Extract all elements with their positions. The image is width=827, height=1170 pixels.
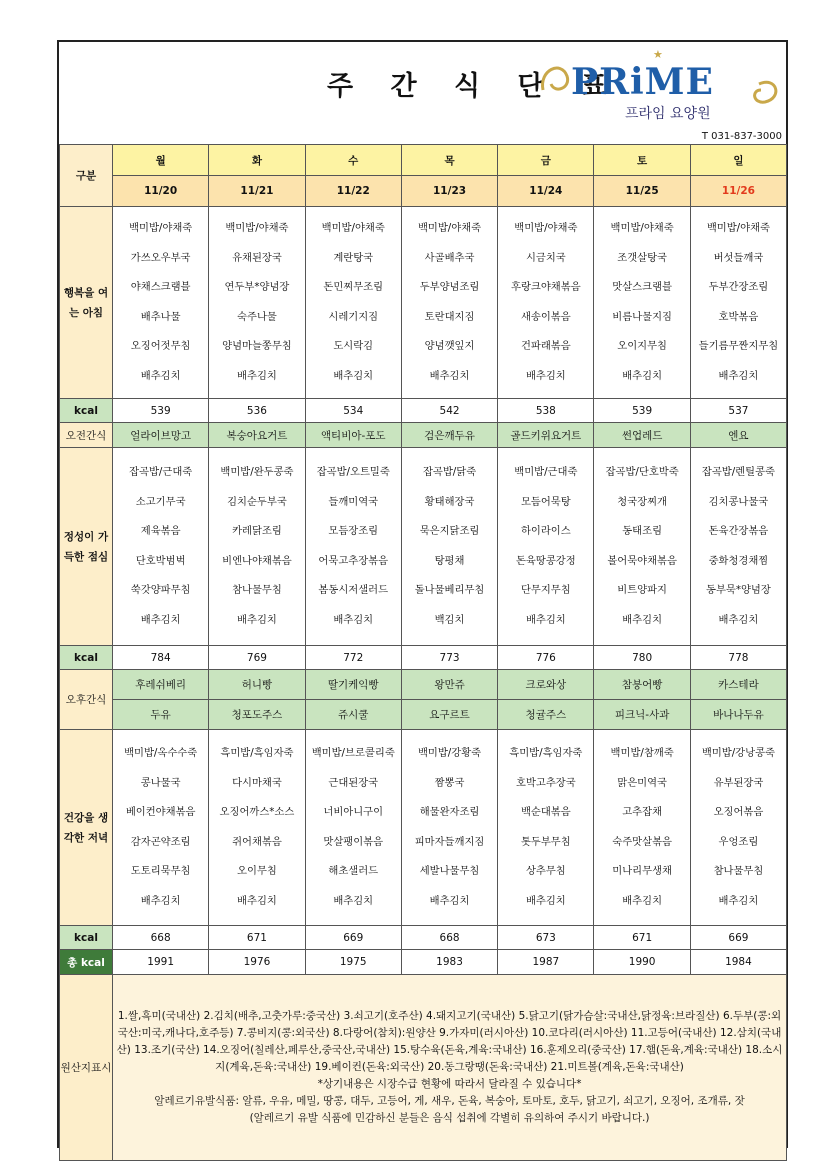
menu-item: 고추잡채: [622, 806, 663, 818]
menu-item: 유채된장국: [232, 251, 282, 264]
logo-text: PRiME: [571, 61, 714, 103]
menu-item: 숙주맛살볶음: [612, 835, 672, 848]
kcal-label: kcal: [60, 926, 113, 950]
pm-snack-item: 딸기케익빵: [305, 670, 401, 700]
menu-item: 너비아니구이: [323, 806, 384, 818]
menu-item: 미나리무생채: [612, 865, 672, 877]
menu-item: 모듬어묵탕: [520, 495, 571, 508]
lunch-label: 정성이 가득한 점심: [60, 448, 113, 646]
menu-item: 피마자들깨지짐: [414, 835, 485, 848]
menu-item: 묵은지닭조림: [419, 525, 480, 537]
kcal-value: 671: [594, 926, 690, 950]
breakfast-cell: [113, 207, 209, 399]
menu-item: 짬뽕국: [434, 776, 465, 789]
day-header: 월: [113, 145, 209, 176]
menu-item: 모듬장조림: [328, 525, 379, 537]
category-label: 구분: [60, 145, 113, 207]
kcal-value: 534: [305, 399, 401, 423]
breakfast-cell: [401, 207, 497, 399]
menu-item: 두부간장조림: [708, 281, 769, 293]
menu-item: 오이무침: [237, 865, 277, 877]
menu-item: 흑미밥/흑임자죽: [509, 747, 583, 759]
menu-item: 배추김치: [333, 369, 374, 382]
menu-item: 비름나물지짐: [612, 310, 672, 323]
menu-item: 카레닭조림: [232, 525, 282, 537]
menu-item: 백미밥/야채죽: [417, 222, 482, 234]
menu-item: 김치순두부국: [227, 495, 287, 508]
menu-item: 참나물무침: [232, 584, 282, 596]
am-snack-item: 검은깨두유: [401, 423, 497, 448]
lunch-cell: [209, 448, 305, 646]
day-header: 금: [498, 145, 594, 176]
menu-item: 후랑크야채볶음: [511, 281, 581, 293]
breakfast-cell: [594, 207, 690, 399]
pm-snack-label: 오후간식: [60, 670, 113, 730]
kcal-value: 769: [209, 646, 305, 670]
kcal-value: 539: [113, 399, 209, 423]
menu-item: 도토리묵무침: [130, 865, 191, 877]
svg-text:★: ★: [653, 50, 663, 61]
date-header: 11/24: [498, 176, 594, 207]
am-snack-item: 얼라이브망고: [113, 423, 209, 448]
dinner-cell: [113, 730, 209, 926]
kcal-value: 778: [690, 646, 786, 670]
menu-item: 근대된장국: [328, 776, 379, 789]
menu-item: 상추무침: [525, 865, 566, 877]
origin-label: 원산지표시: [60, 975, 113, 1161]
menu-sheet: [57, 40, 788, 1148]
menu-item: 돌나물베리무침: [414, 584, 485, 596]
menu-item: 배추김치: [140, 613, 181, 626]
menu-item: 단호박범벅: [135, 554, 186, 567]
breakfast-cell: [209, 207, 305, 399]
menu-item: 중화청경채찜: [708, 554, 769, 567]
am-snack-item: 복숭아요거트: [209, 423, 305, 448]
menu-item: 오징어까스*소스: [219, 806, 295, 818]
menu-item: 오징어젓무침: [130, 340, 191, 352]
menu-item: 백미밥/완두콩죽: [220, 466, 294, 478]
pm-snack-item: 쥬시쿨: [305, 700, 401, 730]
menu-item: 맛살팽이볶음: [323, 835, 384, 848]
breakfast-cell: [498, 207, 594, 399]
menu-item: 배추김치: [622, 369, 663, 382]
menu-item: 동태조림: [622, 525, 663, 537]
menu-item: 감자곤약조림: [130, 835, 191, 848]
kcal-value: 772: [305, 646, 401, 670]
menu-item: 돈육간장볶음: [708, 525, 769, 537]
menu-item: 흑미밥/흑임자죽: [220, 747, 294, 759]
pm-snack-item: 크로와상: [498, 670, 594, 700]
total-kcal-value: 1984: [690, 950, 786, 975]
menu-item: 배추나물: [140, 310, 181, 323]
menu-item: 배추김치: [140, 369, 181, 382]
origin-line: 1.쌀,흑미(국내산) 2.김치(배추,고춧가루:중국산) 3.쇠고기(호주산) 4.돼지고기(국내산) 5.닭고기(닭가슴살:국내산,닭정육:브라질산) 6.두부(콩:외국산:미국,캐나다,호주등) 7.콩비지(콩:외국산) 8.다랑어(참치):원양산 9.가자미(러시아산) 10.코다리(러시아산) 11.고등어(국내산) 12.삼치(국내산) 13.조기(국산) 14.오징어(칠레산,페루산,중국산,국내산) 15.탕수육(돈육,계육:국내산) 16.훈제오리(중국산) 17.햄(돈육,계육:국내산) 18.소시지(계육,돈육:국내산) 19.베이컨(돈육:외국산) 20.동그랑땡(돈육:국내산) 21.미트볼(계육,돈육:국내산): [116, 1010, 783, 1073]
menu-item: 우엉조림: [718, 835, 759, 848]
menu-item: 배추김치: [525, 613, 566, 626]
pm-snack-item: 참붕어빵: [594, 670, 690, 700]
menu-table: [59, 144, 787, 1161]
origin-line: (알레르기 유발 식품에 민감하신 분들은 음식 섭취에 각별히 유의하여 주시기 바랍니다.): [249, 1112, 650, 1124]
day-header: 화: [209, 145, 305, 176]
am-snack-label: 오전간식: [60, 423, 113, 448]
am-snack-item: 액티비아-포도: [305, 423, 401, 448]
phone-number: T 031-837-3000: [701, 131, 782, 142]
kcal-value: 776: [498, 646, 594, 670]
menu-item: 배추김치: [333, 613, 374, 626]
menu-item: 백미밥/근대죽: [514, 466, 578, 478]
total-kcal-value: 1975: [305, 950, 401, 975]
am-snack-item: 썬업레드: [594, 423, 690, 448]
kcal-value: 668: [113, 926, 209, 950]
logo-subtitle: 프라임 요양원: [625, 106, 711, 122]
menu-item: 들기름무짠지무침: [698, 340, 779, 352]
day-header: 일: [690, 145, 786, 176]
prime-logo: [537, 50, 783, 124]
total-kcal-label: 총 kcal: [60, 950, 113, 975]
menu-item: 쥐어채볶음: [232, 835, 282, 848]
menu-item: 토란대지짐: [424, 310, 475, 323]
pm-snack-item: 카스테라: [690, 670, 786, 700]
total-kcal-value: 1983: [401, 950, 497, 975]
dinner-cell: [498, 730, 594, 926]
menu-item: 백김치: [434, 613, 465, 626]
menu-item: 오징어볶음: [713, 806, 764, 818]
total-kcal-value: 1987: [498, 950, 594, 975]
menu-item: 백미밥/브로콜리죽: [311, 747, 395, 759]
date-header: 11/21: [209, 176, 305, 207]
kcal-value: 671: [209, 926, 305, 950]
menu-item: 비트양파지: [617, 584, 667, 596]
day-header: 목: [401, 145, 497, 176]
origin-line: 알레르기유발식품: 알류, 우유, 메밀, 땅콩, 대두, 고등어, 게, 새우, 돈육, 복숭아, 토마토, 호두, 닭고기, 쇠고기, 오징어, 조개류, 잣: [154, 1095, 745, 1107]
menu-item: 백미밥/야채죽: [610, 222, 674, 234]
menu-item: 양념깻잎지: [424, 340, 475, 352]
total-kcal-value: 1976: [209, 950, 305, 975]
menu-item: 잡곡밥/단호박죽: [605, 466, 679, 478]
kcal-value: 542: [401, 399, 497, 423]
kcal-value: 669: [305, 926, 401, 950]
am-snack-item: 골드키위요거트: [498, 423, 594, 448]
menu-item: 참나물무침: [713, 865, 764, 877]
origin-line: *상기내용은 시장수급 현황에 따라서 달라질 수 있습니다*: [317, 1078, 582, 1090]
menu-item: 백미밥/참깨죽: [610, 747, 674, 759]
kcal-value: 669: [690, 926, 786, 950]
menu-item: 잡곡밥/렌틸콩죽: [701, 466, 775, 478]
kcal-value: 673: [498, 926, 594, 950]
menu-item: 백미밥/옥수수죽: [124, 747, 198, 759]
menu-item: 배추김치: [525, 894, 566, 907]
menu-item: 맑은미역국: [617, 776, 667, 789]
date-header: 11/22: [305, 176, 401, 207]
menu-item: 배추김치: [718, 894, 759, 907]
menu-item: 잡곡밥/근대죽: [129, 466, 193, 478]
menu-item: 청국장찌개: [617, 495, 667, 508]
day-header: 토: [594, 145, 690, 176]
menu-item: 봄동시저샐러드: [318, 584, 389, 596]
menu-item: 비엔나야채볶음: [222, 554, 292, 567]
menu-item: 배추김치: [429, 894, 470, 907]
pm-snack-item: 두유: [113, 700, 209, 730]
pm-snack-item: 바나나두유: [690, 700, 786, 730]
page-title: 주 간 식 단 표: [327, 71, 622, 102]
menu-item: 잡곡밥/오트밀죽: [316, 466, 390, 478]
dinner-cell: [209, 730, 305, 926]
pm-snack-item: 후레쉬베리: [113, 670, 209, 700]
menu-item: 배추김치: [140, 894, 181, 907]
menu-item: 쑥갓양파무침: [130, 584, 191, 596]
date-header: 11/20: [113, 176, 209, 207]
menu-item: 돈육땅콩강정: [515, 554, 576, 567]
menu-item: 배추김치: [718, 613, 759, 626]
menu-item: 배추김치: [333, 894, 374, 907]
menu-item: 볼어묵야채볶음: [607, 554, 677, 567]
date-header: 11/26: [690, 176, 786, 207]
kcal-value: 538: [498, 399, 594, 423]
menu-item: 제육볶음: [140, 525, 181, 537]
menu-item: 배추김치: [429, 369, 470, 382]
menu-item: 두부양념조림: [419, 281, 480, 293]
menu-item: 배추김치: [622, 894, 663, 907]
menu-item: 가쓰오우부국: [130, 251, 191, 264]
menu-item: 배추김치: [525, 369, 566, 382]
dinner-cell: [401, 730, 497, 926]
dinner-cell: [305, 730, 401, 926]
menu-item: 야채스크램블: [130, 281, 191, 293]
kcal-value: 668: [401, 926, 497, 950]
menu-item: 어묵고추장볶음: [318, 554, 389, 567]
kcal-value: 773: [401, 646, 497, 670]
lunch-cell: [305, 448, 401, 646]
menu-item: 백미밥/강낭콩죽: [701, 747, 775, 759]
menu-item: 김치콩나물국: [708, 495, 769, 508]
menu-item: 호박고추장국: [515, 776, 576, 789]
menu-item: 백미밥/야채죽: [225, 222, 289, 234]
menu-item: 숙주나물: [237, 310, 277, 323]
menu-item: 돈민찌무조림: [323, 281, 384, 293]
menu-item: 계란탕국: [333, 251, 374, 264]
lunch-cell: [690, 448, 786, 646]
kcal-value: 537: [690, 399, 786, 423]
menu-item: 백순대볶음: [520, 806, 571, 818]
breakfast-cell: [690, 207, 786, 399]
lunch-cell: [594, 448, 690, 646]
menu-item: 건파래볶음: [520, 340, 571, 352]
menu-item: 하이라이스: [520, 525, 571, 537]
menu-item: 오이지무침: [617, 340, 667, 352]
menu-item: 동부묵*양념장: [706, 584, 771, 596]
kcal-value: 780: [594, 646, 690, 670]
menu-item: 배추김치: [237, 894, 277, 907]
menu-item: 해물완자조림: [419, 806, 480, 818]
kcal-value: 784: [113, 646, 209, 670]
menu-item: 톳두부무침: [520, 835, 571, 848]
pm-snack-item: 허니빵: [209, 670, 305, 700]
menu-item: 배추김치: [622, 613, 663, 626]
dinner-label: 건강을 생각한 저녁: [60, 730, 113, 926]
pm-snack-item: 피크닉-사과: [594, 700, 690, 730]
menu-item: 유부된장국: [713, 776, 764, 789]
menu-item: 세발나물무침: [419, 865, 480, 877]
menu-item: 조갯살탕국: [617, 251, 667, 264]
menu-item: 맛살스크램블: [612, 281, 672, 293]
pm-snack-item: 청포도주스: [209, 700, 305, 730]
menu-item: 배추김치: [718, 369, 759, 382]
menu-item: 베이컨야채볶음: [125, 806, 196, 818]
total-kcal-value: 1991: [113, 950, 209, 975]
menu-item: 백미밥/강황죽: [417, 747, 482, 759]
menu-item: 황태해장국: [424, 495, 475, 508]
pm-snack-item: 청귤주스: [498, 700, 594, 730]
dinner-cell: [690, 730, 786, 926]
lunch-cell: [401, 448, 497, 646]
menu-item: 다시마채국: [232, 776, 282, 789]
menu-item: 잡곡밥/닭죽: [422, 466, 477, 478]
kcal-value: 539: [594, 399, 690, 423]
menu-item: 백미밥/야채죽: [514, 222, 578, 234]
breakfast-label: 행복을 여는 아침: [60, 207, 113, 399]
menu-item: 시레기지짐: [328, 310, 379, 323]
menu-item: 백미밥/야채죽: [321, 222, 385, 234]
menu-item: 해초샐러드: [328, 865, 379, 877]
dinner-cell: [594, 730, 690, 926]
lunch-cell: [113, 448, 209, 646]
pm-snack-item: 왕만쥬: [401, 670, 497, 700]
kcal-label: kcal: [60, 399, 113, 423]
am-snack-item: 엔요: [690, 423, 786, 448]
date-header: 11/25: [594, 176, 690, 207]
menu-item: 단무지무침: [520, 584, 571, 596]
menu-item: 사골배추국: [424, 251, 475, 264]
menu-item: 콩나물국: [140, 776, 181, 789]
day-header: 수: [305, 145, 401, 176]
breakfast-cell: [305, 207, 401, 399]
menu-item: 배추김치: [237, 613, 277, 626]
menu-item: 시금치국: [525, 251, 566, 264]
menu-item: 버섯들깨국: [713, 251, 764, 264]
menu-item: 도시락김: [333, 340, 374, 352]
origin-notice: [113, 975, 787, 1161]
menu-item: 백미밥/야채죽: [706, 222, 770, 234]
pm-snack-item: 요구르트: [401, 700, 497, 730]
lunch-cell: [498, 448, 594, 646]
menu-item: 들깨미역국: [328, 495, 379, 508]
menu-item: 탕평채: [434, 554, 465, 567]
menu-item: 연두부*양념장: [224, 281, 290, 293]
kcal-value: 536: [209, 399, 305, 423]
menu-item: 배추김치: [237, 369, 277, 382]
header: [59, 42, 786, 145]
menu-item: 새송이볶음: [520, 310, 571, 323]
menu-item: 양념마늘쫑무침: [222, 340, 292, 352]
kcal-label: kcal: [60, 646, 113, 670]
total-kcal-value: 1990: [594, 950, 690, 975]
menu-item: 호박볶음: [718, 310, 759, 323]
menu-item: 소고기무국: [135, 495, 186, 508]
menu-item: 백미밥/야채죽: [129, 222, 193, 234]
date-header: 11/23: [401, 176, 497, 207]
